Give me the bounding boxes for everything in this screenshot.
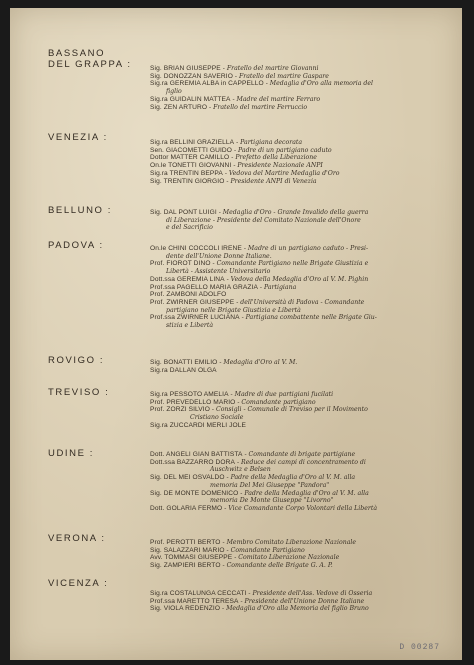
person-role: - dell'Università di Padova - Comandante bbox=[236, 298, 365, 306]
person-role: - Fratello del martire Gaspare bbox=[234, 72, 329, 80]
person-role: - Madre di due partigiani fucilati bbox=[230, 391, 334, 398]
person-role-continued: e del Sacrificio bbox=[166, 224, 213, 232]
list-item bbox=[150, 65, 450, 73]
list-item bbox=[150, 359, 450, 367]
person-name: Sig.ra BELLINI GRAZIELLA bbox=[150, 139, 235, 146]
person-name: Prof. ZWIRNER GIUSEPPE bbox=[150, 298, 235, 306]
list-item bbox=[150, 260, 450, 275]
person-role: - Medaglia d'Oro alla Memoria del figlio Bruno bbox=[222, 605, 369, 613]
person-name: Sen. GIACOMETTI GUIDO bbox=[150, 146, 232, 154]
person-role: - Medaglia d'Oro alla memoria del bbox=[265, 80, 374, 88]
person-name: Sig. DAL PONT LUIGI bbox=[150, 209, 217, 216]
list-item bbox=[150, 104, 450, 112]
city-label-rovigo: ROVIGO : bbox=[48, 355, 105, 366]
person-role: - Padre della Medaglia d'Oro al V. M. alla bbox=[226, 474, 356, 482]
person-name: Sig. SALAZZARI MARIO bbox=[150, 546, 225, 554]
city-label-belluno: BELLUNO : bbox=[48, 205, 113, 216]
entry-list-verona bbox=[150, 539, 450, 570]
person-name: Sig.ra ZUCCARDI MERLI JOLE bbox=[150, 421, 247, 429]
archive-stamp: D 00287 bbox=[399, 643, 440, 652]
document-page bbox=[10, 8, 462, 660]
person-role: - Madre del martire Ferraro bbox=[232, 95, 321, 103]
person-role: - Presidente dell'Ass. Vedove di Osseria bbox=[248, 590, 373, 597]
list-item bbox=[150, 554, 450, 562]
person-name: Prof.ssa ZWIRNER LUCIANA bbox=[150, 314, 240, 322]
list-item bbox=[150, 139, 450, 147]
city-label-vicenza: VICENZA : bbox=[48, 578, 109, 589]
list-item bbox=[150, 598, 450, 606]
person-role: - Comandante di brigate partigiane bbox=[244, 451, 356, 458]
person-name: Sig.ra PESSOTO AMELIA bbox=[150, 391, 229, 398]
person-role: - Membro Comitato Liberazione Nazionale bbox=[222, 539, 357, 546]
person-role: - Presidente ANPI di Venezia bbox=[226, 177, 317, 185]
person-role-continued: stizia e Libertà bbox=[166, 322, 214, 330]
person-role: - Presidente Nazionale ANPI bbox=[233, 162, 323, 170]
list-item bbox=[150, 547, 450, 555]
person-role: - Fratello del martire Ferruccio bbox=[209, 103, 308, 111]
person-role: - Vedova della Medaglia d'Oro al V. M. Pighin bbox=[226, 275, 369, 283]
person-role: - Comandante delle Brigate G. A. P. bbox=[222, 562, 333, 570]
person-role: - Consigli - Comunale di Treviso per il Movimento bbox=[211, 406, 368, 414]
entry-list-vicenza bbox=[150, 590, 450, 613]
person-role: - Reduce dei campi di concentramento di bbox=[236, 458, 366, 466]
person-role: - Madre di un partigiano caduto - Presi- bbox=[243, 245, 369, 252]
person-name: Dottor MATTER CAMILLO bbox=[150, 154, 230, 162]
person-name: Sig.ra GEREMIA ALBA in CAPPELLO bbox=[150, 80, 264, 88]
list-item bbox=[150, 367, 450, 375]
person-role-continued: Auschwitz e Belsen bbox=[210, 466, 271, 474]
list-item bbox=[150, 459, 450, 474]
person-role: - Comandante partigiano bbox=[237, 398, 316, 406]
person-role: - Padre di un partigiano caduto bbox=[233, 146, 332, 154]
person-name: On.le CHINI COCCOLI IRENE bbox=[150, 245, 242, 252]
person-role-continued: Libertà - Assistente Universitario bbox=[166, 268, 271, 276]
list-item bbox=[150, 245, 450, 260]
list-item bbox=[150, 391, 450, 399]
list-item bbox=[150, 399, 450, 407]
city-label-bassano: BASSANO DEL GRAPPA : bbox=[48, 48, 132, 70]
city-label-udine: UDINE : bbox=[48, 448, 95, 459]
person-name: Sig. TRENTIN GIORGIO bbox=[150, 177, 225, 185]
list-item bbox=[150, 178, 450, 186]
person-name: Prof. PEROTTI BERTO bbox=[150, 539, 221, 546]
person-role-continued: memoria Del Mei Giuseppe "Pandora" bbox=[210, 481, 330, 489]
person-name: Prof. ZORZI SILVIO bbox=[150, 406, 210, 414]
person-name: Sig. ZEN ARTURO bbox=[150, 103, 208, 111]
person-name: Sig.ra COSTALUNGA CECCATI bbox=[150, 590, 247, 597]
list-item bbox=[150, 162, 450, 170]
person-role: - Comitato Liberazione Nazionale bbox=[234, 554, 340, 562]
list-item bbox=[150, 562, 450, 570]
person-name: Sig.ra DALLAN OLGA bbox=[150, 366, 217, 374]
list-item bbox=[150, 154, 450, 162]
entry-list-rovigo bbox=[150, 359, 450, 374]
list-item bbox=[150, 80, 450, 95]
list-item bbox=[150, 170, 450, 178]
entry-list-venezia bbox=[150, 139, 450, 185]
person-name: Dott.ssa GEREMIA LINA bbox=[150, 275, 225, 283]
person-role: - Medaglia d'Oro al V. M. bbox=[219, 359, 298, 366]
person-role: - Fratello del martire Giovanni bbox=[222, 65, 319, 72]
person-role: - Vice Comandante Corpo Volontari della Libertà bbox=[224, 504, 378, 512]
person-role: - Padre della Medaglia d'Oro al V. M. alla bbox=[240, 489, 369, 497]
person-name: Sig. DONOZZAN SAVERIO bbox=[150, 72, 233, 80]
person-role: - Vedova del Martire Medaglia d'Oro bbox=[224, 169, 340, 177]
list-item bbox=[150, 96, 450, 104]
list-item bbox=[150, 490, 450, 505]
person-role: - Prefetto della Liberazione bbox=[231, 154, 317, 162]
list-item bbox=[150, 605, 450, 613]
person-role: - Medaglia d'Oro - Grande Invalido della guerra bbox=[218, 209, 369, 216]
person-role-continued: memoria De Monte Giuseppe "Livorno" bbox=[210, 497, 334, 505]
entry-list-treviso bbox=[150, 391, 450, 430]
person-role-continued: partigiano nelle Brigate Giustizia e Libertà bbox=[166, 306, 301, 314]
city-label-treviso: TREVISO : bbox=[48, 387, 110, 398]
list-item bbox=[150, 147, 450, 155]
city-label-verona: VERONA : bbox=[48, 533, 106, 544]
person-role-continued: di Liberazione - Presidente del Comitato Nazionale dell'Onore bbox=[166, 216, 361, 224]
list-item bbox=[150, 209, 450, 232]
person-role-continued: dente dell'Unione Donne Italiane. bbox=[166, 252, 272, 260]
person-name: Prof.ssa MARETTO TERESA bbox=[150, 597, 239, 605]
person-name: Sig. DEL MEI OSVALDO bbox=[150, 474, 225, 482]
person-name: Prof. PREVEDELLO MARIO bbox=[150, 398, 236, 406]
person-name: Sig. BONATTI EMILIO bbox=[150, 359, 218, 366]
entry-list-belluno bbox=[150, 209, 450, 232]
city-label-padova: PADOVA : bbox=[48, 240, 104, 251]
person-name: Sig.ra TRENTIN BEPPA bbox=[150, 169, 223, 177]
person-role: - Presidente dell'Unione Donne Italiane bbox=[240, 597, 365, 605]
entry-list-udine bbox=[150, 451, 450, 513]
person-role: - Comandante Partigiano nelle Brigate Giustizia e bbox=[212, 260, 369, 268]
list-item bbox=[150, 505, 450, 513]
list-item bbox=[150, 422, 450, 430]
person-name: Sig. DE MONTE DOMENICO bbox=[150, 489, 239, 497]
person-name: Prof. ZAMBONI ADOLFO bbox=[150, 291, 227, 299]
list-item bbox=[150, 474, 450, 489]
person-name: Avv. TOMMASI GIUSEPPE bbox=[150, 554, 233, 562]
person-name: Dott. ANGELI GIAN BATTISTA bbox=[150, 451, 243, 458]
person-role: - Partigiana bbox=[259, 283, 297, 291]
list-item bbox=[150, 73, 450, 81]
list-item bbox=[150, 276, 450, 284]
person-role: - Partigiana decorata bbox=[236, 139, 303, 146]
person-name: Dott.ssa BAZZARRO DORA bbox=[150, 458, 236, 466]
list-item bbox=[150, 314, 450, 329]
list-item bbox=[150, 406, 450, 421]
person-name: Prof.ssa PAGELLO MARIA GRAZIA bbox=[150, 283, 258, 291]
person-name: Sig.ra GUIDALIN MATTEA bbox=[150, 95, 231, 103]
person-name: Sig. BRIAN GIUSEPPE bbox=[150, 65, 221, 72]
person-name: Sig. VIOLA REDENZIO bbox=[150, 605, 221, 613]
person-role-continued: Cristiano Sociale bbox=[190, 414, 244, 422]
entry-list-bassano bbox=[150, 65, 450, 111]
person-name: Sig. ZAMPIERI BERTO bbox=[150, 562, 221, 570]
person-name: Prof. FIOROT DINO bbox=[150, 260, 211, 268]
list-item bbox=[150, 284, 450, 292]
list-item bbox=[150, 299, 450, 314]
list-item bbox=[150, 291, 450, 299]
person-name: On.le TONETTI GIOVANNI bbox=[150, 162, 232, 170]
entry-list-padova bbox=[150, 245, 450, 330]
list-item bbox=[150, 590, 450, 598]
person-role-continued: figlio bbox=[166, 88, 182, 96]
person-role: - Comandante Partigiano bbox=[226, 546, 305, 554]
list-item bbox=[150, 539, 450, 547]
person-role: - Partigiana combattente nelle Brigate Giu- bbox=[241, 314, 377, 322]
city-label-venezia: VENEZIA : bbox=[48, 132, 108, 143]
list-item bbox=[150, 451, 450, 459]
person-name: Dott. GOLARIA FERMO bbox=[150, 504, 223, 512]
